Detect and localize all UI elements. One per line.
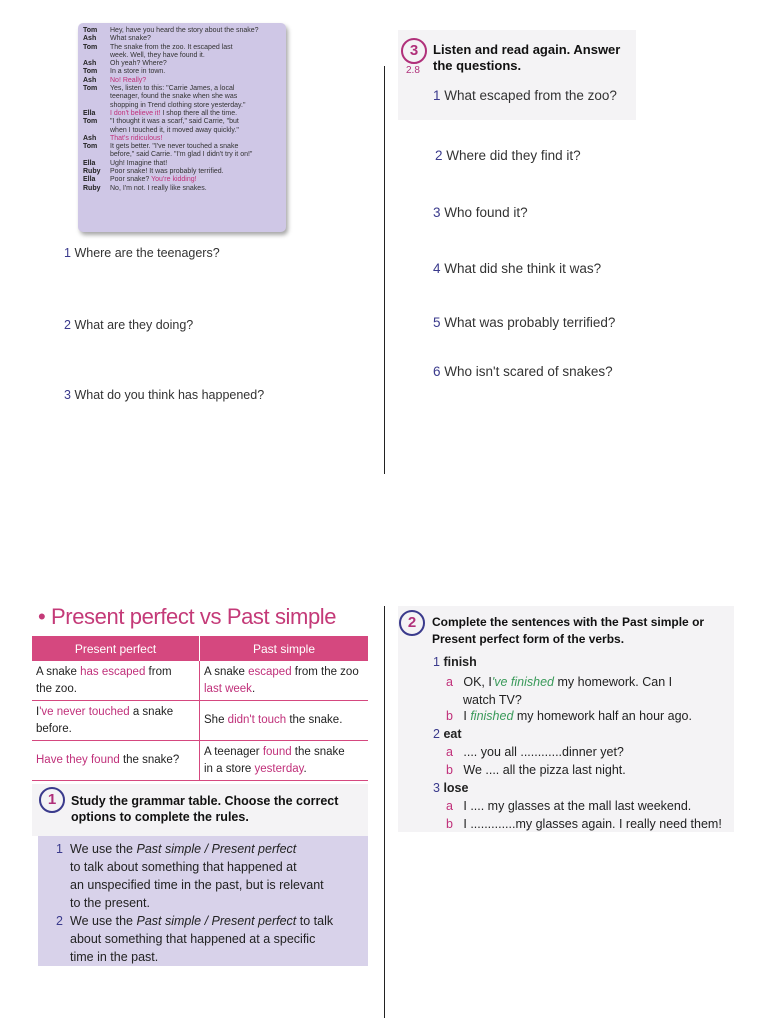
- column-divider-top: [384, 66, 385, 474]
- grammar-title: • Present perfect vs Past simple: [38, 604, 337, 629]
- rule-number: 2: [56, 914, 63, 928]
- heading-line: Complete the sentences with the Past simple or: [432, 615, 705, 629]
- dialogue-line: [83, 85, 282, 110]
- column-divider-bottom: [384, 606, 385, 1018]
- dialogue-line: [83, 27, 282, 35]
- ex3-question-3: [433, 205, 528, 220]
- speaker-name: Ash: [83, 35, 97, 43]
- ex3-question-1: [433, 88, 617, 103]
- heading-line: options to complete the rules.: [71, 810, 249, 824]
- question-number: 3: [433, 205, 441, 220]
- dialogue-text: Oh yeah? Where?: [110, 60, 167, 68]
- dialogue-text: In a store in town.: [110, 68, 166, 76]
- heading-line: Study the grammar table. Choose the correct: [71, 794, 339, 808]
- exercise-number: 2: [407, 614, 417, 631]
- speaker-name: Ella: [83, 159, 96, 167]
- dialogue-line: [83, 143, 282, 160]
- sentence-2b: b We .... all the pizza last night.: [446, 763, 626, 777]
- table-cell: A teenager found the snake in a store yesterday.: [200, 741, 369, 781]
- ex3-question-2: [435, 148, 581, 163]
- table-cell: A snake escaped from the zoo last week.: [200, 661, 369, 701]
- speaker-name: Ash: [83, 134, 97, 142]
- speaker-name: Tom: [83, 27, 98, 34]
- question-number: 1: [433, 88, 441, 103]
- grammar-table: [32, 636, 368, 781]
- question-number: 5: [433, 315, 441, 330]
- table-cell: She didn't touch the snake.: [200, 701, 369, 741]
- dialogue-line: [83, 160, 282, 168]
- rule-2: 2 We use the Past simple / Present perfect to talk about something that happened at a specific time in the past.: [56, 914, 334, 964]
- rule-1: 1 We use the Past simple / Present perfect to talk about something that happened at an unspecified time in the past, but is relevant to the present.: [56, 842, 324, 910]
- rules-box: [38, 836, 368, 966]
- dialogue-text: Hey, have you heard the story about the snake?: [110, 27, 259, 34]
- question-number: 2: [64, 318, 71, 332]
- audio-track-number: 2.8: [406, 65, 420, 76]
- table-cell: Have they found the snake?: [32, 741, 200, 781]
- dialogue-text: What snake?: [110, 35, 151, 43]
- dialogue-text: Poor snake! It was probably terrified.: [110, 168, 224, 176]
- question-number: 6: [433, 364, 441, 379]
- table-cell: I've never touched a snake before.: [32, 701, 200, 741]
- question-text: What are they doing?: [74, 318, 194, 332]
- heading-line: Present perfect form of the verbs.: [432, 632, 625, 646]
- exercise-number: 3: [409, 42, 419, 59]
- sentence-3b: b I .............my glasses again. I really need them!: [446, 817, 722, 831]
- question-number: 3: [64, 388, 71, 402]
- dialogue-line: [83, 110, 282, 118]
- table-cell: A snake has escaped from the zoo.: [32, 661, 200, 701]
- ex3-question-4: [433, 261, 601, 276]
- table-row: [32, 701, 368, 741]
- speaker-name: Ash: [83, 60, 97, 68]
- ex3-question-6: [433, 364, 613, 379]
- dialogue-text: That's ridiculous!: [110, 134, 163, 142]
- left-question-3: [64, 388, 264, 402]
- exercise-3-heading: [433, 42, 620, 74]
- sentence-1a: a OK, I've finished my homework. Can I watch TV?: [446, 675, 673, 707]
- dialogue-line: [83, 77, 282, 85]
- exercise-number-badge: [399, 610, 425, 636]
- question-text: Where are the teenagers?: [74, 246, 220, 260]
- column-header: Past simple: [200, 636, 369, 661]
- dialogue-line: [83, 168, 282, 176]
- dialogue-box: [78, 23, 286, 232]
- speaker-name: Tom: [83, 43, 98, 51]
- dialogue-line: [83, 35, 282, 43]
- dialogue-text: Ugh! Imagine that!: [110, 159, 168, 167]
- dialogue-line: [83, 44, 282, 61]
- verb-item-3: 3 lose: [433, 781, 469, 795]
- question-text: Who isn't scared of snakes?: [444, 364, 613, 379]
- table-row: [32, 741, 368, 781]
- sentence-2a: a .... you all ............dinner yet?: [446, 745, 624, 759]
- question-text: Who found it?: [444, 205, 528, 220]
- speaker-name: Ash: [83, 76, 97, 84]
- table-header-row: [32, 636, 368, 661]
- dialogue-line: [83, 60, 282, 68]
- sentence-1b: b I finished my homework half an hour ago.: [446, 709, 692, 723]
- dialogue-line: [83, 118, 282, 135]
- dialogue-line: [83, 176, 282, 184]
- speaker-name: Ella: [83, 109, 96, 117]
- exercise-1-heading: [71, 793, 338, 825]
- ex3-question-5: [433, 315, 615, 330]
- exercise-number: 1: [47, 791, 57, 808]
- question-text: What did she think it was?: [444, 261, 602, 276]
- dialogue-text: Yes, listen to this: "Carrie James, a local teenager, found the snake when she was shopping in Trend clothing store yesterday.": [110, 85, 246, 109]
- dialogue-text: No! Really?: [110, 76, 147, 84]
- verb-item-2: 2 eat: [433, 727, 462, 741]
- question-number: 2: [435, 148, 443, 163]
- speaker-name: Tom: [83, 143, 98, 151]
- dialogue-line: [83, 135, 282, 143]
- table-row: [32, 661, 368, 701]
- question-number: 4: [433, 261, 441, 276]
- speaker-name: Tom: [83, 118, 98, 126]
- dialogue-text: The snake from the zoo. It escaped last week. Well, they have found it.: [110, 43, 233, 59]
- question-text: What escaped from the zoo?: [444, 88, 617, 103]
- speaker-name: Ruby: [83, 184, 101, 192]
- question-number: 1: [64, 246, 71, 260]
- question-text: Where did they find it?: [446, 148, 581, 163]
- heading-line: the questions.: [433, 58, 522, 73]
- dialogue-line: [83, 68, 282, 76]
- speaker-name: Ruby: [83, 168, 101, 176]
- speaker-name: Tom: [83, 68, 98, 76]
- exercise-2-heading: [432, 614, 704, 648]
- heading-line: Listen and read again. Answer: [433, 42, 621, 57]
- speaker-name: Tom: [83, 85, 98, 93]
- column-header: Present perfect: [32, 636, 200, 661]
- dialogue-text: Poor snake? You're kidding!: [110, 176, 197, 184]
- question-text: What do you think has happened?: [74, 388, 265, 402]
- dialogue-text: No, I'm not. I really like snakes.: [110, 184, 207, 192]
- sentence-3a: a I .... my glasses at the mall last weekend.: [446, 799, 692, 813]
- dialogue-text: It gets better. "I've never touched a snake before," said Carrie. "I'm glad I didn't try it on!": [110, 143, 253, 159]
- speaker-name: Ella: [83, 176, 96, 184]
- verb-item-1: 1 finish: [433, 655, 477, 669]
- left-question-1: [64, 246, 220, 260]
- dialogue-line: [83, 185, 282, 193]
- exercise-number-badge: [39, 787, 65, 813]
- dialogue-text: "I thought it was a scarf," said Carrie, "but when I touched it, it moved away quickly.": [110, 118, 239, 134]
- left-question-2: [64, 318, 193, 332]
- exercise-number-badge: [401, 38, 427, 64]
- question-text: What was probably terrified?: [444, 315, 616, 330]
- dialogue-text: I don't believe it! I shop there all the time.: [110, 109, 238, 117]
- rule-number: 1: [56, 842, 63, 856]
